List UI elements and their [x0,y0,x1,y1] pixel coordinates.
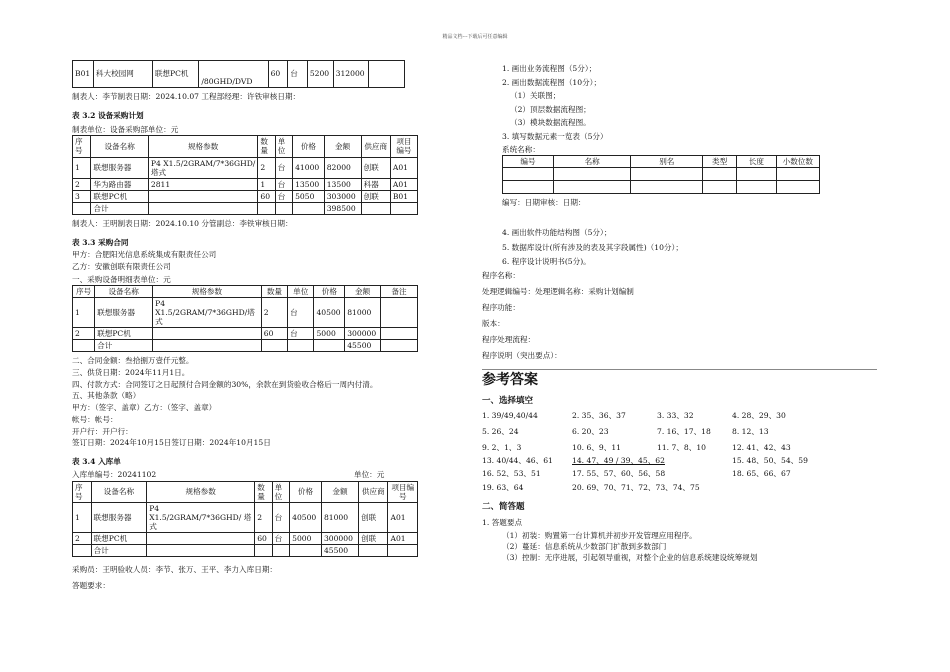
col-header: 别名 [631,156,703,168]
cell: 81000 [345,297,381,327]
cell [631,168,703,181]
answer-requirements: 答题要求： [72,581,110,591]
t34-footer: 采购员：王明验收人员：李节、张万、王平、李力入库日期： [72,565,278,575]
table-row [73,157,418,178]
total-label: 合计 [91,202,148,214]
cell [368,61,404,88]
col-header: 金额 [324,136,361,157]
cell [553,168,631,181]
t34-unit: 单位：元 [354,470,385,480]
col-header: 设备名称 [91,136,148,157]
answer-item: 6. 20、23 [572,427,609,437]
answer-item: 10. 6、9、11 [572,443,622,453]
col-header: 金额 [321,481,358,502]
table-total-row [73,202,418,214]
section-heading: 一、选择填空 [482,396,534,407]
cell: 2811 [148,178,258,190]
requirement-item: 5. 数据库设计(所有涉及的表及其字段属性)（10分）； [502,242,683,252]
answer-item: 18. 65、66、67 [732,469,791,479]
cell [776,168,819,181]
col-header: 名称 [553,156,631,168]
cell: P4 X1.5/2GRAM/7*36GHD/塔式 [148,157,258,178]
answer-item: 1. 39/49,40/44 [482,411,538,421]
answer-item: 3. 33、32 [657,411,694,421]
cell: 60 [258,190,275,202]
cell: 联想PC机 [95,328,153,340]
answer-line: （2）蔓延：信息系统从少数部门扩散到多数部门 [502,541,667,551]
cell: 联想服务器 [95,297,153,327]
col-header: 单位 [272,481,289,502]
page-header: 精品文档---下载后可任意编辑 [442,34,508,40]
answer-heading: 1. 答题要点 [482,517,523,527]
col-header: 供应商 [359,481,388,502]
col-header: 供应商 [361,136,390,157]
table-3-1-fragment [72,60,405,88]
cell: 1 [73,297,95,327]
answer-item: 8. 12、13 [732,427,769,437]
program-line: 程序处理流程： [482,335,536,345]
t33-party-b: 乙方：安徽创联有限责任公司 [72,262,171,272]
cell: 台 [275,190,292,202]
table-header-row [73,285,418,297]
cell [147,545,255,557]
cell: 60 [261,328,287,340]
cell: A01 [388,502,418,532]
cell: 台 [288,297,314,327]
cell: /80GHD/DVD [199,61,268,88]
table-row [73,297,418,327]
cell [272,545,289,557]
t33-sub: 一、采购设备明细表单位：元 [72,274,171,284]
col-header: 规格参数 [148,136,258,157]
col-header: 设备名称 [91,481,147,502]
cell: A01 [388,533,418,545]
cell [73,340,95,352]
col-header: 规格参数 [153,285,262,297]
table-total-row [73,340,418,352]
cell: 台 [288,61,308,88]
contract-line: 开户行：开户行： [72,426,133,436]
table-row [73,178,418,190]
cell: 1 [73,157,91,178]
cell [503,168,554,181]
cell: 创联 [361,157,390,178]
cell: 2 [255,502,272,532]
cell [275,202,292,214]
contract-line: 二、合同金额：叁拾捌万壹仟元整。 [72,356,194,366]
cell: 5000 [290,533,322,545]
col-header: 价格 [293,136,325,157]
table-row [73,502,418,532]
answer-item: 4. 28、29、30 [732,411,786,421]
grid-row [482,443,877,455]
answer-item: 14. 47、49 / 39、45、62 [572,456,665,466]
col-header: 序号 [73,136,91,157]
total-value: 398500 [324,202,361,214]
cell: A01 [390,157,417,178]
col-header: 价格 [314,285,345,297]
answer-title: 参考答案 [482,372,538,389]
col-header: 项目编号 [388,481,418,502]
col-header: 设备名称 [95,285,153,297]
cell: 联想PC机 [91,190,148,202]
table-header-row [73,136,418,157]
grid-row [482,456,877,468]
cell [288,340,314,352]
cell: 2 [73,178,91,190]
cell: 台 [275,157,292,178]
cell [73,202,91,214]
requirement-subitem: （3）模块数据流程图。 [510,118,591,128]
cell: 5000 [314,328,345,340]
contract-line: 四、付款方式：合同签订之日起预付合同金额的30%，余款在到货验收合格后一周内付清。 [72,379,378,389]
cell [293,202,325,214]
cell [290,545,322,557]
cell [737,168,777,181]
total-value: 45500 [321,545,358,557]
cell: 1 [73,502,92,532]
cell: 科大校园网 [93,61,152,88]
col-header: 编号 [503,156,554,168]
table-row [73,61,405,88]
col-header: 单位 [275,136,292,157]
cell: P4 X1.5/2GRAM/7*36GHD/ 塔式 [147,502,255,532]
answer-item: 7. 16、17、18 [657,427,711,437]
t33-title: 表 3.3 采购合同 [72,238,129,248]
cell: 2 [73,533,92,545]
answer-item: 16. 52、53、51 [482,469,541,479]
table-row [503,181,820,194]
cell: 13500 [324,178,361,190]
t32-footer: 制表人：王明制表日期：2024.10.10 分管副总：李铁审核日期： [72,219,293,229]
cell: 华为路由器 [91,178,148,190]
answer-item: 9. 2、1、3 [482,443,522,453]
cell [314,340,345,352]
program-spec [482,271,877,361]
cell: 联想PC机 [91,533,147,545]
table-header-row [503,156,820,168]
cell: 81000 [321,502,358,532]
cell [148,202,258,214]
data-element-table [502,155,820,194]
col-header: 单位 [288,285,314,297]
program-line: 程序功能： [482,303,520,313]
answer-item: 20. 69、70、71、72、73、74、75 [572,483,700,493]
t34-meta [72,470,418,479]
col-header: 序号 [73,285,95,297]
cell: 台 [275,178,292,190]
table-row [73,190,418,202]
cell: 5200 [307,61,333,88]
cell [388,545,418,557]
cell: 创联 [359,533,388,545]
table-total-row [73,545,418,557]
data-element-footer: 编写：日期审核：日期： [502,198,586,208]
cell: B01 [73,61,94,88]
cell: A01 [390,178,417,190]
answer-item: 13. 40/44、46、61 [482,456,553,466]
grid-row [482,411,877,423]
requirement-item: 4. 画出软件功能结构图（5分）； [502,228,612,238]
cell: 1 [258,178,275,190]
t33-party-a: 甲方：合肥阳光信息系统集成有限责任公司 [72,250,217,260]
cell: 3 [73,190,91,202]
table-header-row [73,481,418,502]
right-column [482,64,877,562]
t32-title: 表 3.2 设备采购计划 [72,111,144,121]
cell [153,328,262,340]
t32-unit: 制表单位：设备采购部单位：元 [72,125,179,135]
total-value: 45500 [345,340,381,352]
table-row [73,328,418,340]
cell [503,181,554,194]
grid-row [482,427,877,439]
cell: 台 [272,533,289,545]
cell: 60 [255,533,272,545]
system-name-label: 系统名称： [502,145,540,155]
col-header: 数量 [255,481,272,502]
requirements-list [482,64,877,266]
cell [73,545,92,557]
cell: 联想服务器 [91,157,148,178]
cell [553,181,631,194]
answer-item: 2. 35、36、37 [572,411,626,421]
cell: 300000 [345,328,381,340]
cell: 40500 [314,297,345,327]
col-header: 项目编号 [390,136,417,157]
total-label: 合计 [91,545,147,557]
cell [255,545,272,557]
cell [631,181,703,194]
program-line: 版本： [482,319,505,329]
table-3-2 [72,135,418,215]
cell [776,181,819,194]
cell [153,340,262,352]
cell [381,297,418,327]
col-header: 规格参数 [147,481,255,502]
answer-item: 11. 7、8、10 [657,443,707,453]
cell: 82000 [324,157,361,178]
cell: 41000 [293,157,325,178]
program-line: 处理逻辑编号：处理逻辑名称：采购计划编制 [482,286,634,296]
cell: B01 [390,190,417,202]
col-header: 数量 [258,136,275,157]
cell: 312000 [333,61,368,88]
requirement-item: 3. 填写数据元素一览表（5分） [502,132,608,142]
cell: 创联 [359,502,388,532]
col-header: 类型 [703,156,737,168]
cell: 台 [272,502,289,532]
contract-terms [72,356,412,447]
cell: 303000 [324,190,361,202]
cell: 2 [261,297,287,327]
cell [381,328,418,340]
answer-item: 15. 48、50、54、59 [732,456,808,466]
t34-number: 入库单编号：20241102 [72,470,157,480]
cell [361,202,390,214]
requirement-subitem: （1）关联图； [510,91,561,101]
cell: 13500 [293,178,325,190]
left-column [72,60,415,591]
cell [390,202,417,214]
contract-line: 五、其他条款（略） [72,391,141,401]
program-line: 程序名称： [482,270,520,280]
contract-line: 三、供货日期：2024年11月1日。 [72,368,190,377]
cell: 2 [73,328,95,340]
contract-line: 帐号：帐号： [72,414,118,424]
cell: 2 [258,157,275,178]
answer-item: 5. 26、24 [482,427,519,437]
cell: 联想PC机 [152,61,199,88]
cell: 台 [288,328,314,340]
requirement-item: 2. 画出数据流程图（10分）； [502,77,602,87]
answer-item: 12. 41、42、43 [732,443,791,453]
cell: P4 X1.5/2GRAM/7*36GHD/塔式 [153,297,262,327]
requirement-subitem: （2）顶层数据流程图； [510,104,591,114]
col-header: 备注 [381,285,418,297]
cell [261,340,287,352]
cell [381,340,418,352]
cell: 60 [268,61,288,88]
section-divider [482,369,877,370]
table-3-4 [72,481,418,558]
cell: 300000 [321,533,358,545]
answer-item: 19. 63、64 [482,483,524,493]
cell [148,190,258,202]
cell [737,181,777,194]
total-label: 合计 [95,340,153,352]
section-heading: 二、简答题 [482,502,525,513]
table-row [503,168,820,181]
answer-line: （1）初装：购置第一台计算机并初步开发管理应用程序。 [502,530,697,540]
grid-row [482,483,877,495]
cell [703,168,737,181]
cell: 科器 [361,178,390,190]
grid-row [482,469,877,481]
table-row [73,533,418,545]
program-line: 程序说明（突出要点）： [482,351,562,361]
col-header: 长度 [737,156,777,168]
cell: 40500 [290,502,322,532]
cell [359,545,388,557]
contract-line: 签订日期：2024年10月15日签订日期：2024年10月15日 [72,438,271,448]
cell: 创联 [361,190,390,202]
col-header: 小数位数 [776,156,819,168]
t31-footer: 制表人：李节制表日期：2024.10.07 工程部经理：许铁审核日期： [72,92,301,101]
requirement-item: 1. 画出业务流程图（5分）； [502,64,597,73]
answer-item: 17. 55、57、60、56、58 [572,469,666,479]
cell [703,181,737,194]
col-header: 数量 [261,285,287,297]
requirement-item: 6. 程序设计说明书(5分)。 [502,256,591,266]
cell: 联想服务器 [91,502,147,532]
contract-line: 甲方：（签字、盖章）乙方：（签字、盖章） [72,403,217,413]
cell: 5050 [293,190,325,202]
t34-title: 表 3.4 入库单 [72,457,121,467]
col-header: 金额 [345,285,381,297]
cell [147,533,255,545]
answer-grid [482,411,877,495]
col-header: 价格 [290,481,322,502]
col-header: 序号 [73,481,92,502]
answer-line: （3）控制：无序进展，引起领导重视，对整个企业的信息系统建设统筹规划 [502,552,758,562]
table-3-3 [72,285,418,353]
cell [258,202,275,214]
